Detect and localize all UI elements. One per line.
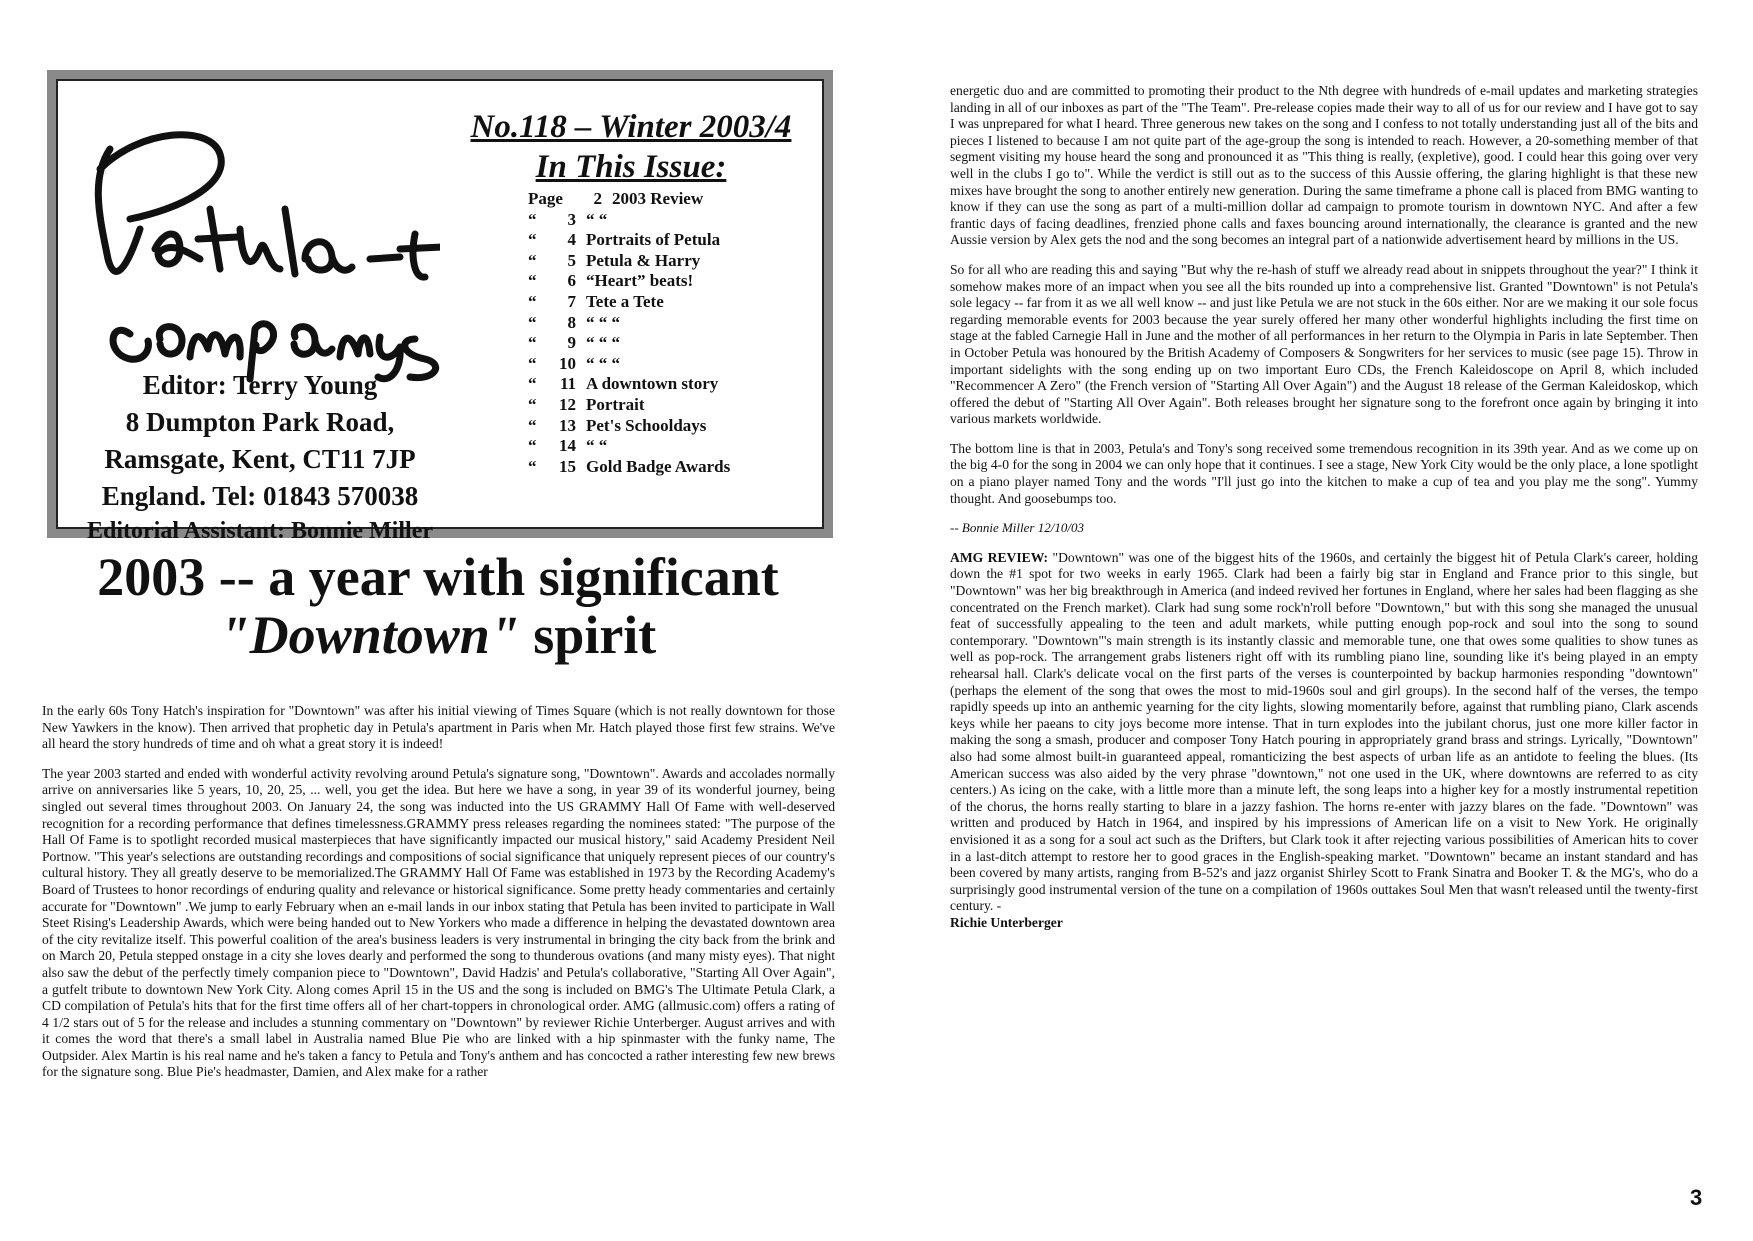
contents-prefix: “ xyxy=(528,291,537,311)
contents-prefix: “ xyxy=(528,209,537,229)
amg-review-label: AMG REVIEW: xyxy=(950,549,1049,565)
left-page xyxy=(0,0,876,1241)
contents-page-number: 13 xyxy=(559,415,576,435)
contents-page-number: 2 xyxy=(593,189,602,208)
issue-heading xyxy=(446,107,816,187)
contents-title: Pet's Schooldays xyxy=(586,415,707,435)
right-article-body xyxy=(950,83,1698,945)
contents-title: “ “ xyxy=(586,436,608,456)
contents-page-number: 9 xyxy=(567,333,576,353)
contents-prefix: “ xyxy=(528,436,537,456)
contents-title: Portraits of Petula xyxy=(586,230,721,250)
paragraph: energetic duo and are committed to promoting their product to the Nth degree with hundreds of e-mail updates and marketing strategies landing in all of our inboxes as part of the "The Team". Pre-release copies made their way to all of us for our review and I have got to say I was unprepared for what I heard. Three generous new takes on the song and I confess to not totally understanding just all of the bits and pieces I listened to because I am not quite part of the age-group the song is intended to reach. However, a 20-something member of that segment visiting my house heard the song and pronounced it as "This thing is really, (expletive), good. I could hear this going over very well in the clubs I go to". While the verdict is still out as to the success of this Aussie offering, the glaring highlight is that these new mixes have brought the song to another entirely new generation. During the same timeframe a phone call is placed from BMG wanting to know if they can use the song as part of a multi-million dollar ad campaign to promote tourism in downtown NYC. And after a few frantic days of facing deadlines, frenzied phone calls and faxes bouncing around internationally, the clearance is granted and the new Aussie version by Alex gets the nod and the song becomes an integral part of a nationwide advertisement heard by millions in the US. xyxy=(950,83,1698,248)
review-credit: Richie Unterberger xyxy=(950,914,1063,930)
contents-title: 2003 Review xyxy=(612,189,704,208)
editor-line: Editor: Terry Young xyxy=(142,370,378,400)
contents-prefix: “ xyxy=(528,333,537,353)
contents-title: “Heart” beats! xyxy=(586,271,694,291)
headline-spirit: spirit xyxy=(519,605,657,665)
contents-title: Portrait xyxy=(586,394,645,414)
contents-title: “ “ xyxy=(586,209,608,229)
contents-title: Gold Badge Awards xyxy=(586,456,731,476)
contents-title: Petula & Harry xyxy=(586,250,701,270)
contents-title: Tete a Tete xyxy=(586,291,664,311)
contents-prefix: “ xyxy=(528,374,537,394)
headline-line-2 xyxy=(40,606,836,664)
contents-row xyxy=(528,374,818,395)
assistant-line: Editorial Assistant: Bonnie Miller xyxy=(86,518,433,544)
in-this-issue-title: In This Issue: xyxy=(535,149,727,185)
signature-logo xyxy=(70,109,440,389)
contents-row xyxy=(528,292,818,313)
contents-prefix: Page xyxy=(528,189,563,208)
amg-review-text: "Downtown" was one of the biggest hits of the 1960s, and certainly the biggest hit of Petula Clark's career, holding down the #1 spot for two weeks in early 1965. Clark had been a fairly big star in England and France prior to this single, but "Downtown" was her big breakthrough in America (and indeed revived her fortunes in England, where her sales had been flagging as she concentrated on the French market). Clark had sung some rock'n'roll before "Downtown," but with this song she managed the unusual feat of successfully appealing to the teen and adult markets, while putting enough pop-rock and soul into the song to sound contemporary. "Downtown"'s main strength is its instantly classic and memorable tune, one that owes some qualities to show tunes as well as pop-rock. The arrangement grabs listeners right off with its rumbling piano line, sounding like it's being played in an empty rehearsal hall. Clark's delicate vocal on the first parts of the verses is counterpointed by backup harmonies responding "downtown" (perhaps the element of the song that owes the most to mid-1960s soul and girl groups). In the second half of the verses, the tempo rapidly speeds up into an anthemic yearning for the city lights, slowing momentarily before, against that rumbling piano, Clark ascends keys while her paeans to city joys become more intense. That in turn explodes into the jubilant chorus, just one more killer factor in making the song a smash, producer and composer Tony Hatch pouring in appropriately grand brass and strings. Lyrically, "Downtown" also had some almost built-in guaranteed appeal, romanticizing the best aspects of urban life as an antidote to feeling the blues. (Its American success was also aided by the very phrase "downtown," not one used in the UK, where downtowns are referred to as city centers.) As icing on the cake, with a little more than a minute left, the song leaps into a higher key for a mostly instrumental repetition of the chorus, the horns really starting to blare in a jazzy fashion. The horns re-enter with jazzy blares on the fade. "Downtown" was written and produced by Hatch in 1964, and inspired by his impressions of American life on a visit to New York. He originally envisioned it as a song for a soul act such as the Drifters, but Clark took it after rejecting various possibilities of American hits to cover in a last-ditch attempt to restore her to good graces in the English-speaking market. "Downtown" became an instant standard and has been covered by many artists, ranging from B-52's and jazz organist Shirley Scott to Frank Sinatra and Booker T. & the MG's, who do a surprisingly good instrumental version of the tune on a compilation of 1960s outtakes Soul Men that wasn't released until the twenty-first century. - xyxy=(950,549,1698,914)
editor-info xyxy=(70,367,450,547)
contents-row xyxy=(528,354,818,375)
contents-prefix: “ xyxy=(528,394,537,414)
contents-row xyxy=(528,230,818,251)
contents-row xyxy=(528,457,818,478)
contents-title: “ “ “ xyxy=(586,312,620,332)
headline-downtown: "Downtown" xyxy=(219,605,520,665)
page-number: 3 xyxy=(1690,1185,1703,1210)
paragraph: So for all who are reading this and saying "But why the re-hash of stuff we already read about in snippets throughout the year?" I think it somehow makes more of an impact when you see all the bits rounded up into a comprehensive list. Granted "Downtown" is not Petula's sole legacy -- far from it as we all well know -- and just like Petula we are not stuck in the 60s either. Nor are we making it our sole focus regarding memorable events for 2003 because the year surely offered her many other wonderful highlights including the first time on stage at the fabled Carnegie Hall in June and the mother of all performances in her return to the Olympia in Paris in late September. Then in October Petula was honoured by the British Academy of Composers & Songwriters for her services to music (see page 15). Throw in important sidelights with the song ending up on two important Euro CDs, the French Kaleidoscope on April 8, which included "Recommencer A Zero" (the French version of "Starting All Over Again") and the August 18 release of the German Kaleidoskop, which offered the debut of "Starting All Over Again". Both releases brought her signature song to the forefront once again by bringing it into various markets worldwide. xyxy=(950,261,1698,427)
paragraph: The bottom line is that in 2003, Petula's and Tony's song received some tremendous recognition in its 39th year. And as we come up on the big 4-0 for the song in 2004 we can only hope that it continues. I see a stage, New York City would be the only place, a lone spotlight on a piano player named Tony and the words "I'll just go into the kitchen to make a cup of tea and you play me the song". Yummy thought. And goosebumps too. xyxy=(950,440,1698,506)
contents-page-number: 5 xyxy=(567,250,576,270)
contents-prefix: “ xyxy=(528,456,537,476)
contents-row xyxy=(528,271,818,292)
contents-page-number: 7 xyxy=(567,291,576,311)
contents-prefix: “ xyxy=(528,250,537,270)
contents-row xyxy=(528,189,818,210)
address-line: 8 Dumpton Park Road, xyxy=(125,407,395,437)
contents-page-number: 14 xyxy=(559,436,576,456)
contents-title: “ “ “ xyxy=(586,333,620,353)
amg-review xyxy=(950,550,1698,932)
masthead-box xyxy=(47,70,833,544)
contents-page-number: 11 xyxy=(559,374,576,394)
contents-row xyxy=(528,333,818,354)
contents-title: “ “ “ xyxy=(586,353,620,373)
paragraph: The year 2003 started and ended with wonderful activity revolving around Petula's signature song, "Downtown". Awards and accolades normally arrive on anniversaries like 5 years, 10, 20, 25, ... well, you get the idea. But here we have a song, in year 39 of its wonderful journey, being singled out several times throughout 2003. On January 24, the song was inducted into the US GRAMMY Hall Of Fame with well-deserved recognition for a recording performance that defines timelessness.GRAMMY press releases regarding the nominees stated: "The purpose of the Hall Of Fame is to spotlight recorded musical masterpieces that have significantly impacted our musical history," said Academy President Neil Portnow. "This year's selections are outstanding recordings and compositions of social significance that uniquely represent pieces of our country's cultural history. They all greatly deserve to be memorialized.The GRAMMY Hall Of Fame was established in 1973 by the Recording Academy's Board of Trustees to honor recordings of enduring quality and relevance or historical significance. Some pretty heady commentaries and certainly accurate for "Downtown" .We jump to early February when an e-mail lands in our inbox stating that Petula has been invited to participate in Wall Steet Rising's Leadership Awards, which were being handed out to New Yorkers who made a difference in helping the devastated downtown area of the city revitalize itself. This powerful coalition of the area's business leaders is very instrumental in bringing the city back from the brink and on March 20, Petula stepped onstage in a city she loves dearly and performed the song to thunderous ovations (and many misty eyes). That night also saw the debut of the perfectly timely companion piece to "Downtown", David Hadzis' and Petula's collaborative, "Starting All Over Again", a gutfelt tribute to downtown New York City. Along comes April 15 in the US and the song is included on BMG's The Ultimate Petula Clark, a CD compilation of Petula's hits that for the first time offers all of her chart-toppers in chronological order. AMG (allmusic.com) offers a rating of 4 1/2 stars out of 5 for the release and includes a stunning commentary on "Downtown" by reviewer Richie Unterberger. August arrives and with it comes the word that there's a small label in Australia named Blue Pie who are linked with a hip spinmaster with the funky name, The Outpsider. Alex Martin is his real name and he's taken a fancy to Petula and Tony's anthem and has concocted a rather interesting few new brews for the signature song. Blue Pie's headmaster, Damien, and Alex make for a rather xyxy=(42,765,835,1080)
paragraph: In the early 60s Tony Hatch's inspiration for "Downtown" was after his initial viewing of Times Square (which is not really downtown for those New Yawkers in the know). Then arrived that prophetic day in Petula's apartment in Paris when Mr. Hatch played those first few strains. We've all heard the story hundreds of time and oh what a great story it is indeed! xyxy=(42,703,835,752)
contents-page-number: 10 xyxy=(559,353,576,373)
article-headline xyxy=(40,548,836,664)
contents-row xyxy=(528,395,818,416)
contents-prefix: “ xyxy=(528,230,537,250)
contents-row xyxy=(528,313,818,334)
signoff: -- Bonnie Miller 12/10/03 xyxy=(950,520,1084,536)
address-line: Ramsgate, Kent, CT11 7JP xyxy=(104,444,416,474)
contents-page-number: 12 xyxy=(559,394,576,414)
contents-page-number: 6 xyxy=(567,271,576,291)
contents-title: A downtown story xyxy=(586,374,719,394)
contents-row xyxy=(528,436,818,457)
contents-prefix: “ xyxy=(528,271,537,291)
contents-page-number: 15 xyxy=(559,456,576,476)
contents-row xyxy=(528,251,818,272)
contents-page-number: 8 xyxy=(567,312,576,332)
issue-number: No.118 – Winter 2003/4 xyxy=(470,109,792,145)
contents-list xyxy=(528,189,818,477)
contents-page-number: 4 xyxy=(567,230,576,250)
contents-row xyxy=(528,416,818,437)
contents-prefix: “ xyxy=(528,353,537,373)
left-article-body xyxy=(42,703,835,1094)
headline-line-1: 2003 -- a year with significant xyxy=(97,547,779,607)
contents-page-number: 3 xyxy=(567,209,576,229)
contents-row xyxy=(528,210,818,231)
phone-line: England. Tel: 01843 570038 xyxy=(101,481,419,511)
contents-prefix: “ xyxy=(528,312,537,332)
contents-prefix: “ xyxy=(528,415,537,435)
